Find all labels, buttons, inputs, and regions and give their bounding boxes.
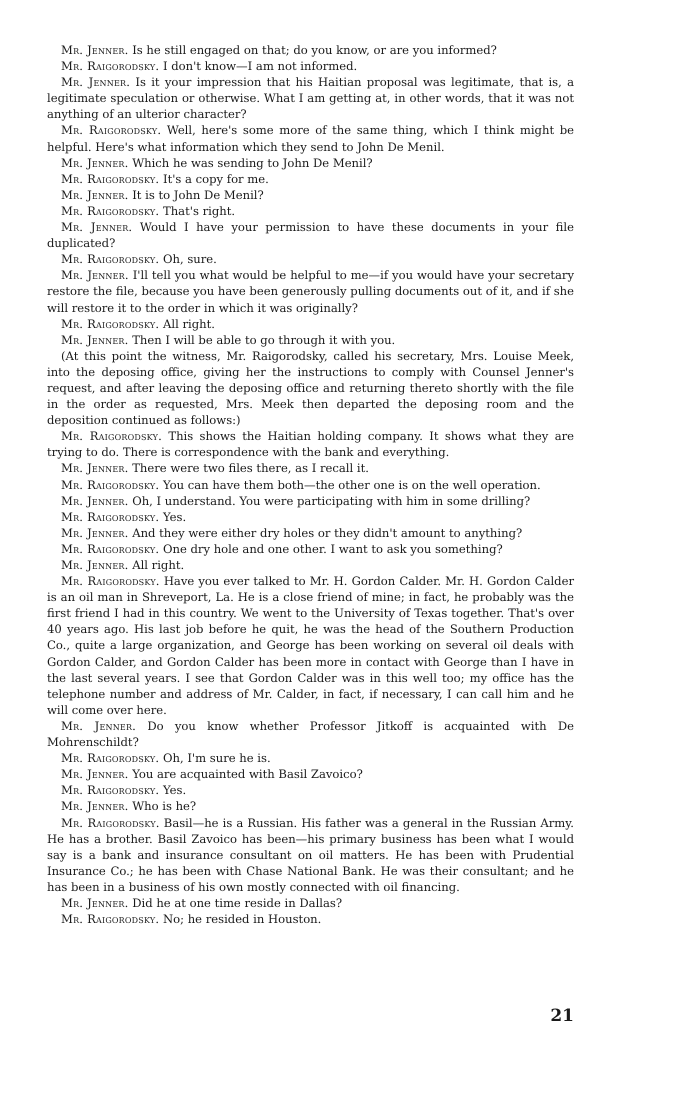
speaker-name: Mr. Raigorodsky. [61, 171, 160, 186]
paragraph-text: Oh, I'm sure he is. [162, 751, 271, 766]
speaker-name: Mr. Raigorodsky. [61, 316, 160, 331]
paragraph-text: Who is he? [132, 799, 197, 814]
paragraph-text: All right. [162, 316, 215, 331]
speaker-name: Mr. Jenner. [61, 525, 129, 540]
speaker-name: Mr. Jenner. [61, 187, 129, 202]
paragraph-text: You can have them both—the other one is on the well operation. [162, 477, 541, 492]
speaker-name: Mr. Jenner. [61, 558, 129, 572]
paragraph-text: Have you ever talked to Mr. H. Gordon Calder. Mr. H. Gordon Calder is an oil man in Shreveport, La. He is a close friend of mine; in fact, he probably was the first friend I had in this country. We went to the University of Texas together. That's over 40 years ago. His last job before he quit, he was the head of the Southern Production Co., quite a large organization, and George has been working on several oil deals with Gordon Calder, and Gordon Calder has been more in contact with George than I have in the last several years. I see that Gordon Calder was in this well too; my office has the telephone number and address of Mr. Calder, in fact, if necessary, I can call him and he will come over here. [47, 574, 575, 717]
paragraph-text: Yes. [162, 509, 187, 524]
paragraph-text: Basil—he is a Russian. His father was a general in the Russian Army. He has a brother. Basil Zavoico has been—his primary business has been what I would say is a bank and insurance consultant on oil matters. He has been with Prudential Insurance Co.; he has been with Chase National Bank. He was their consultant; and he has been in a business of his own mostly connected with oil financing. [47, 815, 574, 894]
paragraph [47, 267, 574, 315]
paragraph [47, 911, 574, 927]
paragraph [47, 251, 574, 267]
speaker-name: Mr. Jenner. [61, 332, 129, 347]
speaker-name: Mr. Jenner. [61, 718, 137, 733]
paragraph-text: Oh, I understand. You were participating with him in some drilling? [132, 493, 531, 508]
paragraph-text: I'll tell you what would be helpful to me—if you would have your secretary restore the file, because you have been generously pulling documents out of it, and if she will restore it to the order in which it was originally? [47, 268, 574, 315]
transcript-body [47, 42, 574, 927]
paragraph-text: One dry hole and one other. I want to ask you something? [162, 541, 503, 556]
paragraph [47, 541, 574, 557]
paragraph-text: You are acquainted with Basil Zavoico? [132, 767, 363, 782]
paragraph-text: There were two files there, as I recall it. [132, 461, 369, 476]
paragraph [47, 316, 574, 332]
paragraph [47, 428, 574, 460]
speaker-name: Mr. Raigorodsky. [61, 252, 160, 267]
paragraph [47, 525, 574, 541]
speaker-name: Mr. Raigorodsky. [61, 509, 160, 524]
paragraph [47, 798, 574, 814]
speaker-name: Mr. Raigorodsky. [61, 59, 160, 74]
paragraph-text: Is it your impression that his Haitian proposal was legitimate, that is, a legitimate speculation or otherwise. What I am getting at, in other words, that it was not anything of an ulterior character? [47, 75, 574, 122]
speaker-name: Mr. Jenner. [61, 75, 131, 90]
paragraph-text: Well, here's some more of the same thing, which I think might be helpful. Here's what information which they send to John De Menil. [47, 123, 574, 154]
paragraph [47, 122, 574, 154]
speaker-name: Mr. Jenner. [61, 493, 129, 508]
paragraph [47, 187, 574, 203]
paragraph [47, 460, 574, 476]
paragraph [47, 895, 574, 911]
paragraph-text: Would I have your permission to have these documents in your file duplicated? [47, 220, 574, 251]
speaker-name: Mr. Jenner. [61, 461, 129, 476]
speaker-name: Mr. Jenner. [61, 268, 129, 283]
speaker-name: Mr. Raigorodsky. [61, 541, 160, 556]
page-number: 21 [550, 1006, 574, 1026]
speaker-name: Mr. Jenner. [61, 767, 129, 782]
speaker-name: Mr. Raigorodsky. [61, 574, 160, 589]
speaker-name: Mr. Raigorodsky. [61, 123, 162, 138]
paragraph-text: No; he resided in Houston. [162, 912, 322, 927]
paragraph [47, 74, 574, 122]
paragraph [47, 718, 574, 750]
stage-direction [47, 348, 574, 428]
paragraph [47, 782, 574, 798]
paragraph-text: It's a copy for me. [162, 171, 269, 186]
paragraph [47, 557, 574, 573]
paragraph-text: Do you know whether Professor Jitkoff is acquainted with De Mohrenschildt? [47, 718, 574, 750]
paragraph-text: Is he still engaged on that; do you know, or are you informed? [132, 43, 497, 57]
paragraph-text: I don't know—I am not informed. [162, 59, 358, 74]
paragraph [47, 58, 574, 74]
paragraph [47, 155, 574, 171]
speaker-name: Mr. Raigorodsky. [61, 815, 160, 830]
speaker-name: Mr. Raigorodsky. [61, 783, 160, 798]
paragraph [47, 332, 574, 348]
speaker-name: Mr. Raigorodsky. [61, 429, 162, 444]
paragraph-text: Did he at one time reside in Dallas? [132, 895, 343, 910]
speaker-name: Mr. Raigorodsky. [61, 751, 160, 766]
paragraph [47, 509, 574, 525]
paragraph-text: (At this point the witness, Mr. Raigorodsky, called his secretary, Mrs. Louise Meek, into the deposing office, giving her the instructions to comply with Counsel Jenner's request, and after leaving the deposing office and returning thereto shortly with the file in the order as requested, Mrs. Meek then departed the deposing room and the deposition continued as follows:) [47, 348, 574, 428]
speaker-name: Mr. Jenner. [61, 799, 129, 814]
paragraph-text: All right. [132, 558, 185, 572]
speaker-name: Mr. Raigorodsky. [61, 203, 160, 218]
paragraph-text: Then I will be able to go through it with you. [132, 332, 396, 347]
paragraph-text: That's right. [162, 203, 236, 218]
paragraph [47, 203, 574, 219]
paragraph-text: And they were either dry holes or they didn't amount to anything? [132, 525, 523, 540]
paragraph [47, 42, 574, 58]
paragraph [47, 573, 574, 718]
paragraph [47, 171, 574, 187]
paragraph [47, 815, 574, 895]
paragraph-text: It is to John De Menil? [132, 187, 264, 202]
paragraph-text: Yes. [162, 783, 187, 798]
speaker-name: Mr. Jenner. [61, 43, 129, 57]
paragraph-text: Oh, sure. [162, 252, 217, 267]
speaker-name: Mr. Raigorodsky. [61, 912, 160, 927]
speaker-name: Mr. Raigorodsky. [61, 477, 160, 492]
paragraph [47, 750, 574, 766]
speaker-name: Mr. Jenner. [61, 895, 129, 910]
speaker-name: Mr. Jenner. [61, 220, 133, 235]
paragraph [47, 477, 574, 493]
paragraph [47, 493, 574, 509]
paragraph-text: This shows the Haitian holding company. It shows what they are trying to do. There is correspondence with the bank and everything. [47, 429, 575, 460]
speaker-name: Mr. Jenner. [61, 155, 129, 170]
paragraph-text: Which he was sending to John De Menil? [132, 155, 373, 170]
paragraph [47, 219, 574, 251]
paragraph [47, 766, 574, 782]
